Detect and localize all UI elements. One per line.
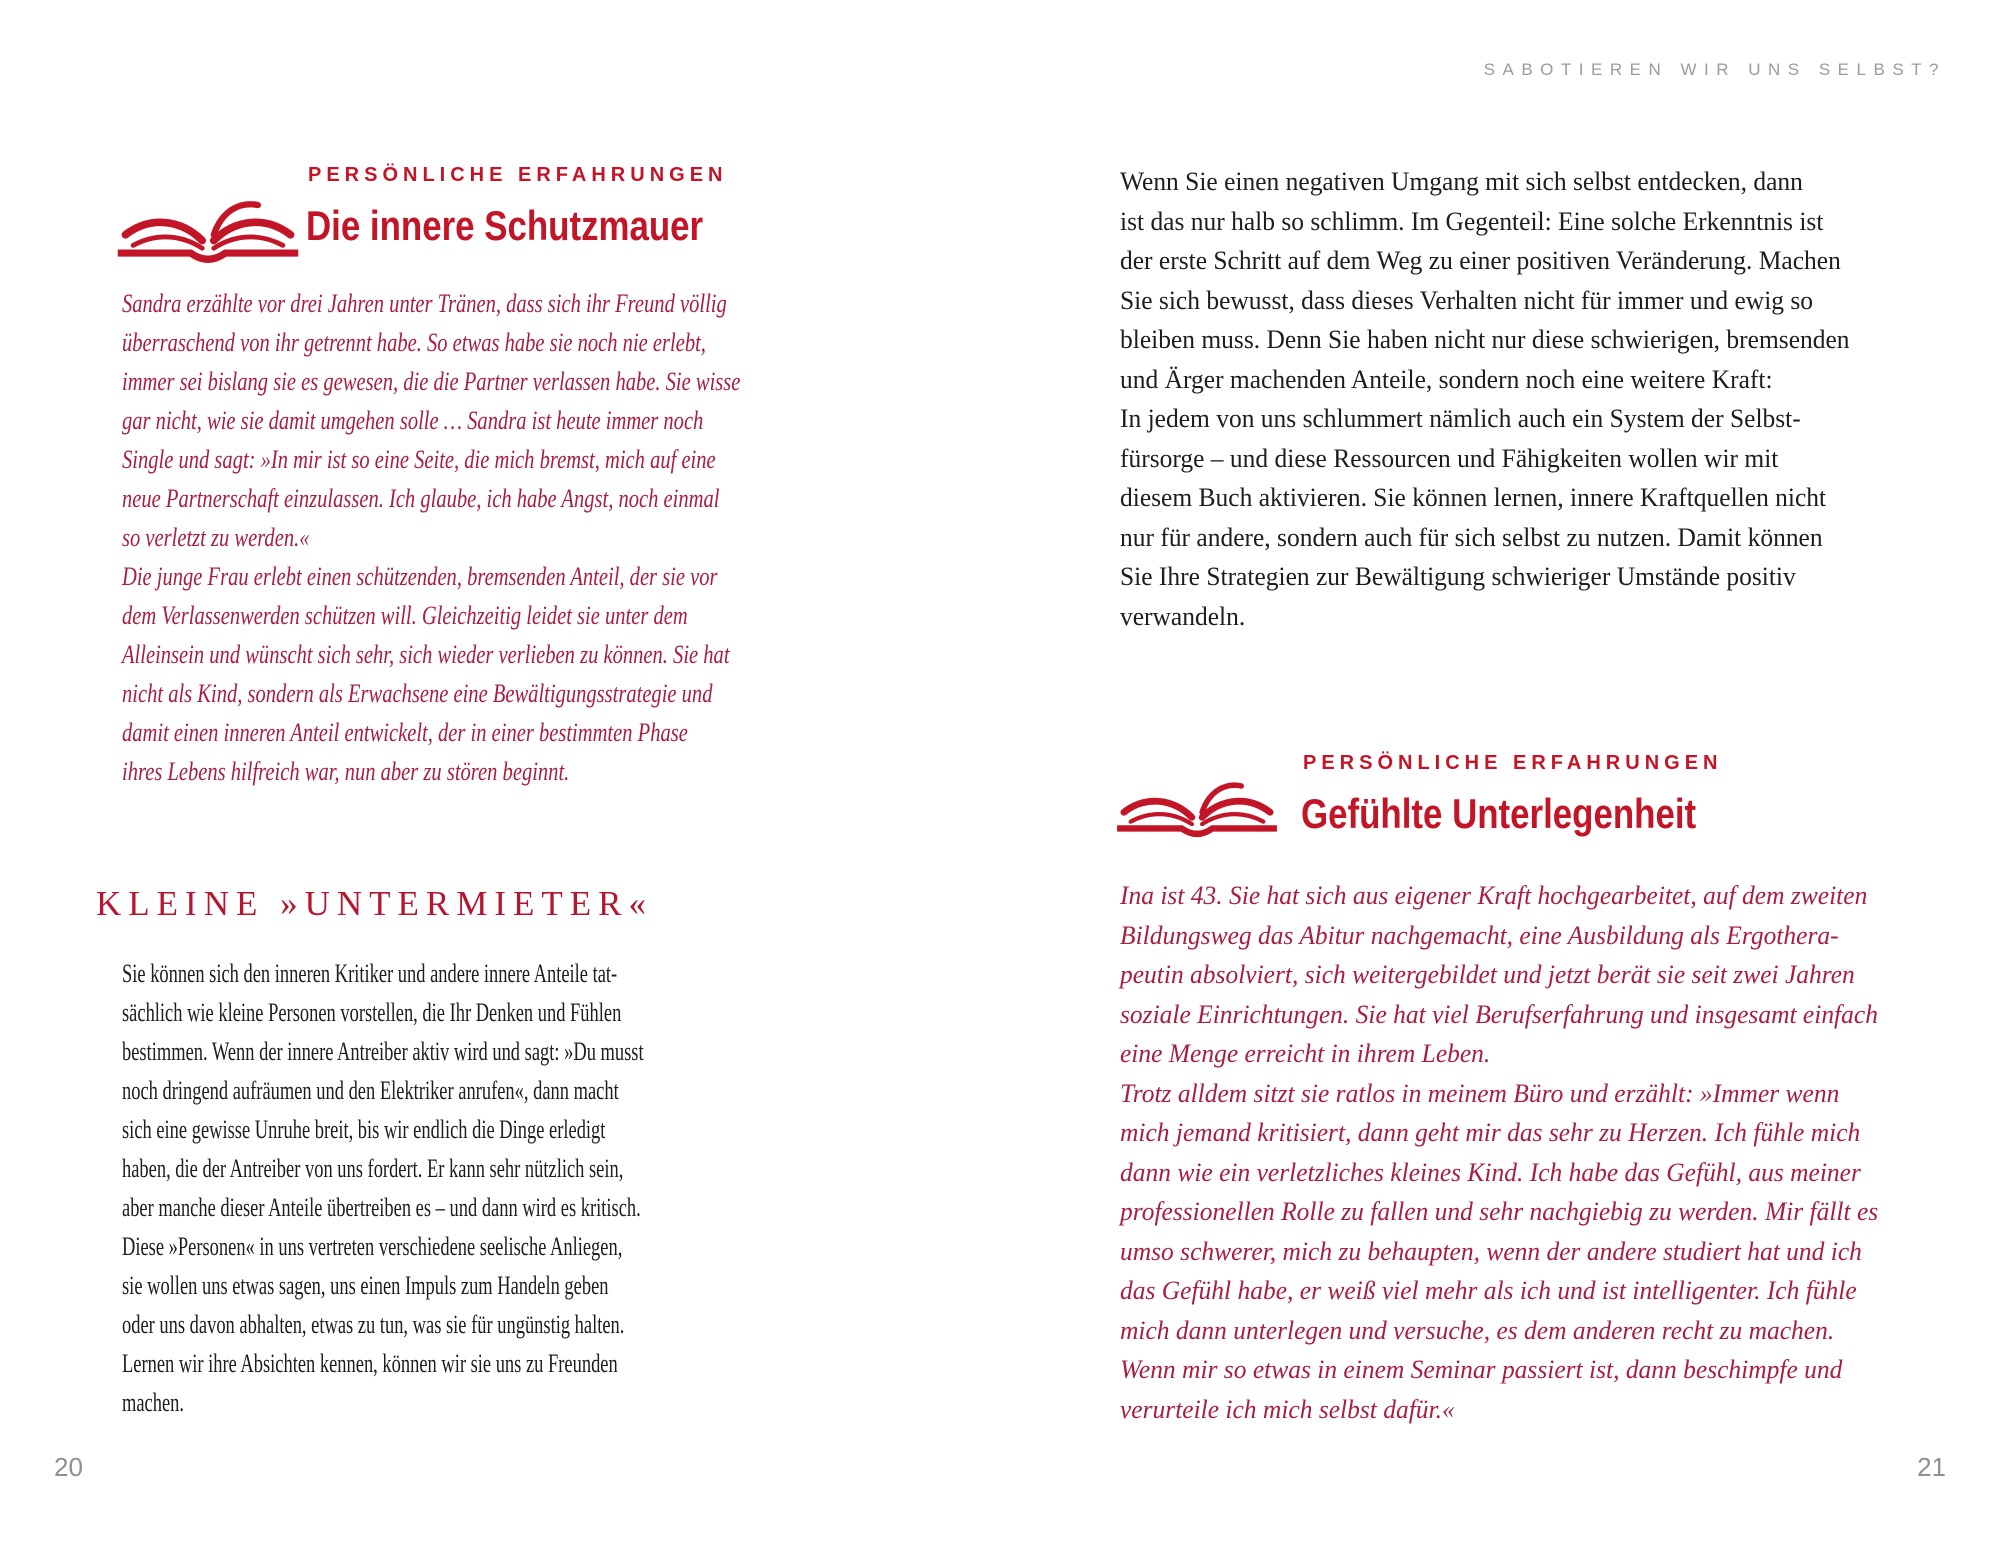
text-line: Wenn Sie einen negativen Umgang mit sich selbst entdecken, dann: [1120, 167, 1803, 196]
text-line: überraschend von ihr getrennt habe. So etwas habe sie noch nie erlebt,: [122, 328, 706, 357]
section-heading: KLEINE »UNTERMIETER«: [96, 884, 654, 923]
text-line: Single und sagt: »In mir ist so eine Seite, die mich bremst, mich auf eine: [122, 445, 716, 474]
page-number-left: 20: [54, 1452, 83, 1482]
text-line: Sandra erzählte vor drei Jahren unter Tränen, dass sich ihr Freund völlig: [122, 289, 727, 318]
text-line: mich jemand kritisiert, dann geht mir das sehr zu Herzen. Ich fühle mich: [1120, 1118, 1861, 1147]
text-line: professionellen Rolle zu fallen und sehr nachgiebig zu werden. Mir fällt es: [1120, 1197, 1879, 1226]
text-line: Alleinsein und wünscht sich sehr, sich wieder verlieben zu können. Sie hat: [122, 640, 730, 669]
running-header: SABOTIEREN WIR UNS SELBST?: [1483, 60, 1946, 79]
text-line: Wenn mir so etwas in einem Seminar passiert ist, dann beschimpfe und: [1120, 1355, 1843, 1384]
text-line: ist das nur halb so schlimm. Im Gegenteil: Eine solche Erkenntnis ist: [1120, 206, 1824, 236]
text-line: ihres Lebens hilfreich war, nun aber zu stören beginnt.: [122, 757, 570, 786]
case-story-sandra: [122, 284, 778, 791]
text-line: Sie können sich den inneren Kritiker und andere innere Anteile tat-: [122, 959, 618, 988]
text-line: peutin absolviert, sich weitergebildet und jetzt berät sie seit zwei Jahren: [1120, 960, 1855, 989]
text-line: und Ärger machenden Anteile, sondern noch eine weitere Kraft:: [1120, 364, 1773, 394]
text-line: Trotz alldem sitzt sie ratlos in meinem Büro und erzählt: »Immer wenn: [1120, 1078, 1840, 1108]
page-number-right: 21: [1917, 1452, 1946, 1482]
text-line: neue Partnerschaft einzulassen. Ich glaube, ich habe Angst, noch einmal: [122, 484, 720, 513]
text-line: diesem Buch aktivieren. Sie können lernen, innere Kraftquellen nicht: [1120, 483, 1827, 512]
text-line: Diese »Personen« in uns vertreten verschiedene seelische Anliegen,: [122, 1232, 623, 1261]
text-line: damit einen inneren Anteil entwickelt, der in einer bestimmten Phase: [122, 718, 688, 747]
text-line: Bildungsweg das Abitur nachgemacht, eine Ausbildung als Ergothera-: [1120, 920, 1839, 950]
text-line: soziale Einrichtungen. Sie hat viel Berufserfahrung und insgesamt einfach: [1120, 999, 1878, 1029]
text-line: aber manche dieser Anteile übertreiben es – und dann wird es kritisch.: [122, 1193, 641, 1222]
feature-title: Gefühlte Unterlegenheit: [1301, 790, 1697, 837]
text-line: haben, die der Antreiber von uns fordert. Er kann sehr nützlich sein,: [122, 1154, 624, 1183]
text-line: nur für andere, sondern auch für sich selbst zu nutzen. Damit können: [1120, 522, 1823, 552]
body-paragraph-right: [1120, 162, 1933, 636]
text-line: sie wollen uns etwas sagen, uns einen Impuls zum Handeln geben: [122, 1271, 609, 1300]
text-line: verwandeln.: [1120, 601, 1246, 631]
text-line: Lernen wir ihre Absichten kennen, können wir sie uns zu Freunden: [122, 1349, 618, 1378]
text-line: nicht als Kind, sondern als Erwachsene eine Bewältigungsstrategie und: [122, 679, 713, 708]
text-line: In jedem von uns schlummert nämlich auch ein System der Selbst-: [1120, 404, 1801, 433]
feature-eyebrow: PERSÖNLICHE ERFAHRUNGEN: [308, 164, 728, 186]
text-line: Sie sich bewusst, dass dieses Verhalten nicht für immer und ewig so: [1120, 285, 1814, 315]
text-line: umso schwerer, mich zu behaupten, wenn der andere studiert hat und ich: [1120, 1236, 1862, 1266]
text-line: mich dann unterlegen und versuche, es dem anderen recht zu machen.: [1120, 1315, 1835, 1345]
text-line: Ina ist 43. Sie hat sich aus eigener Kraft hochgearbeitet, auf dem zweiten: [1120, 881, 1868, 910]
feature-title: Die innere Schutzmauer: [306, 202, 704, 249]
text-line: verurteile ich mich selbst dafür.«: [1120, 1394, 1455, 1424]
text-line: gar nicht, wie sie damit umgehen solle … Sandra ist heute immer noch: [122, 406, 704, 435]
text-line: machen.: [122, 1388, 185, 1417]
body-paragraph-left: [122, 954, 733, 1422]
text-line: oder uns davon abhalten, etwas zu tun, was sie für ungünstig halten.: [122, 1310, 625, 1339]
text-line: fürsorge – und diese Ressourcen und Fähigkeiten wollen wir mit: [1120, 443, 1779, 473]
text-line: sich eine gewisse Unruhe breit, bis wir endlich die Dinge erledigt: [122, 1115, 606, 1144]
text-line: eine Menge erreicht in ihrem Leben.: [1120, 1039, 1491, 1068]
text-line: Sie Ihre Strategien zur Bewältigung schwieriger Umstände positiv: [1120, 562, 1796, 591]
text-line: der erste Schritt auf dem Weg zu einer positiven Veränderung. Machen: [1120, 246, 1841, 275]
text-line: sächlich wie kleine Personen vorstellen, die Ihr Denken und Fühlen: [122, 998, 622, 1027]
text-line: bestimmen. Wenn der innere Antreiber aktiv wird und sagt: »Du musst: [122, 1037, 644, 1066]
open-book-icon: [1112, 778, 1282, 838]
open-book-icon: [112, 196, 304, 264]
text-line: noch dringend aufräumen und den Elektriker anrufen«, dann macht: [122, 1076, 619, 1105]
text-line: so verletzt zu werden.«: [122, 523, 310, 552]
text-line: immer sei bislang sie es gewesen, die die Partner verlassen habe. Sie wisse: [122, 367, 741, 396]
text-line: Die junge Frau erlebt einen schützenden, bremsenden Anteil, der sie vor: [122, 562, 718, 591]
feature-eyebrow: PERSÖNLICHE ERFAHRUNGEN: [1303, 752, 1723, 774]
case-story-ina: [1120, 876, 1943, 1429]
text-line: dem Verlassenwerden schützen will. Gleichzeitig leidet sie unter dem: [122, 601, 688, 630]
text-line: dann wie ein verletzliches kleines Kind. Ich habe das Gefühl, aus meiner: [1120, 1157, 1861, 1187]
text-line: das Gefühl habe, er weiß viel mehr als ich und ist intelligenter. Ich fühle: [1120, 1276, 1857, 1305]
text-line: bleiben muss. Denn Sie haben nicht nur diese schwierigen, bremsenden: [1120, 325, 1850, 354]
